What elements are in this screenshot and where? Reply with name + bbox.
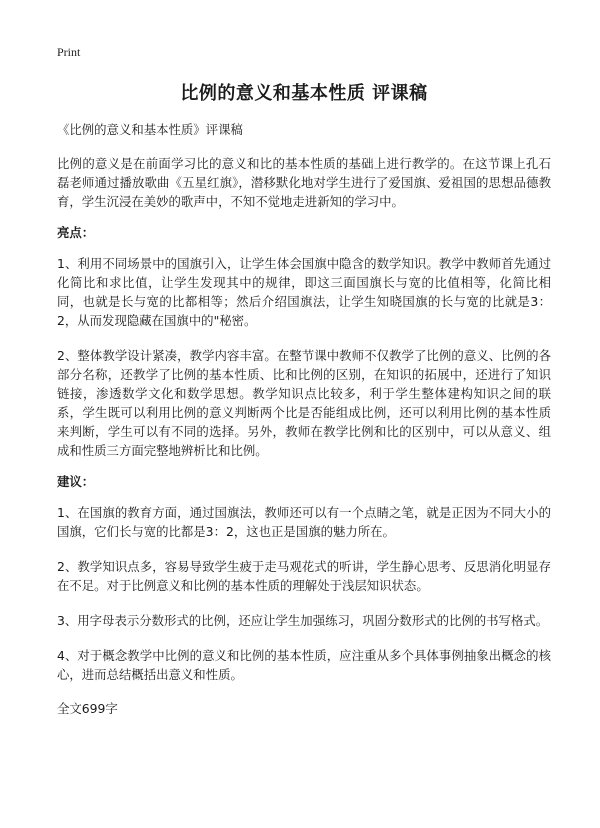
highlights-heading: 亮点：: [57, 225, 95, 240]
suggestion-paragraph-2: 2、教学知识点多，容易导致学生疲于走马观花式的听讲，学生静心思考、反思消化明显存在不足。对于比例意义和比例的基本性质的理解处于浅层知识状态。: [57, 559, 551, 593]
suggestions-heading: 建议：: [57, 474, 95, 489]
intro-paragraph: 比例的意义是在前面学习比的意义和比的基本性质的基础上进行教学的。在这节课上孔石磊老师通过播放歌曲《五星红旗》，潜移默化地对学生进行了爱国旗、爱祖国的思想品德教育，学生沉浸在美妙的歌声中，不知不觉地走进新知的学习中。: [57, 156, 551, 209]
print-link[interactable]: Print: [57, 45, 81, 59]
suggestion-paragraph-4: 4、对于概念教学中比例的意义和比例的基本性质，应注重从多个具体事例抽象出概念的核心，进而总结概括出意义和性质。: [57, 648, 551, 682]
highlight-paragraph-2: 2、整体教学设计紧凑，教学内容丰富。在整节课中教师不仅教学了比例的意义、比例的各部分名称，还教学了比例的基本性质、比和比例的区别，在知识的拓展中，还进行了知识链接，渗透数学文化和数学思想。教学知识点比较多，利于学生整体建构知识之间的联系，学生既可以利用比例的意义判断两个比是否能组成比例，还可以利用比例的基本性质来判断，学生可以有不同的选择。另外，教师在教学比例和比的区别中，可以从意义、组成和性质三方面完整地辨析比和比例。: [57, 348, 551, 458]
suggestion-paragraph-1: 1、在国旗的教育方面，通过国旗法，教师还可以有一个点睛之笔，就是正因为不同大小的国旗，它们长与宽的比都是3：2，这也正是国旗的魅力所在。: [57, 505, 551, 539]
word-count: 全文699字: [57, 701, 118, 716]
document-page: [57, 44, 551, 717]
highlight-paragraph-1: 1、利用不同场景中的国旗引入，让学生体会国旗中隐含的数学知识。教学中教师首先通过化简比和求比值，让学生发现其中的规律，即这三面国旗长与宽的比值相等，化简比相同，也就是长与宽的比都相等；然后介绍国旗法，让学生知晓国旗的长与宽的比就是3：2，从而发现隐藏在国旗中的"秘密。: [57, 256, 551, 328]
page-title: 比例的意义和基本性质 评课稿: [180, 83, 428, 104]
suggestion-paragraph-3: 3、用字母表示分数形式的比例，还应让学生加强练习，巩固分数形式的比例的书写格式。: [57, 613, 549, 628]
document-subtitle: 《比例的意义和基本性质》评课稿: [57, 122, 243, 137]
